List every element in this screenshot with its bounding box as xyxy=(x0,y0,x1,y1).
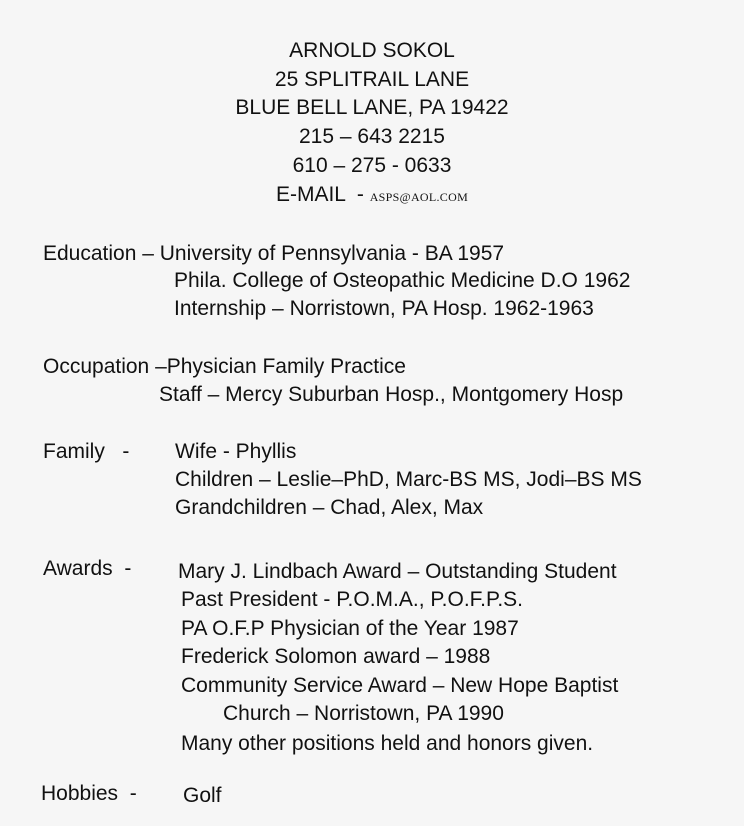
hobbies-value: Golf xyxy=(183,784,222,807)
family-item: Grandchildren – Chad, Alex, Max xyxy=(175,496,484,519)
education-item: Internship – Norristown, PA Hosp. 1962-1963 xyxy=(174,297,594,320)
email-label: E-MAIL - xyxy=(275,183,364,206)
award-item: Community Service Award – New Hope Baptist xyxy=(181,674,619,697)
education-line: Education – University of Pennsylvania - BA 1957 xyxy=(43,242,505,265)
contact-street: 25 SPLITRAIL LANE xyxy=(274,68,470,91)
occupation-item: Staff – Mercy Suburban Hosp., Montgomery Hosp xyxy=(159,383,624,406)
education-item: Phila. College of Osteopathic Medicine D.O 1962 xyxy=(174,269,631,292)
family-item: Wife - Phyllis xyxy=(175,440,297,463)
contact-phone-2: 610 – 275 - 0633 xyxy=(292,154,452,177)
occupation-line: Occupation –Physician Family Practice xyxy=(43,355,406,378)
contact-phone-1: 215 – 643 2215 xyxy=(299,125,445,148)
family-item: Children – Leslie–PhD, Marc-BS MS, Jodi–BS MS xyxy=(175,468,642,491)
award-item: Church – Norristown, PA 1990 xyxy=(223,702,504,725)
award-item: Mary J. Lindbach Award – Outstanding Student xyxy=(178,560,617,583)
award-item: PA O.F.P Physician of the Year 1987 xyxy=(181,617,519,640)
awards-label: Awards - xyxy=(43,557,132,580)
award-item: Many other positions held and honors given. xyxy=(181,732,594,755)
family-label: Family - xyxy=(43,440,130,463)
award-item: Frederick Solomon award – 1988 xyxy=(181,645,491,668)
contact-name: ARNOLD SOKOL xyxy=(289,39,455,62)
email-address: ASPS@AOL.COM xyxy=(369,190,469,204)
hobbies-label: Hobbies - xyxy=(41,782,137,805)
contact-city: BLUE BELL LANE, PA 19422 xyxy=(235,96,509,119)
award-item: Past President - P.O.M.A., P.O.F.P.S. xyxy=(181,588,523,611)
contact-email xyxy=(0,184,744,205)
